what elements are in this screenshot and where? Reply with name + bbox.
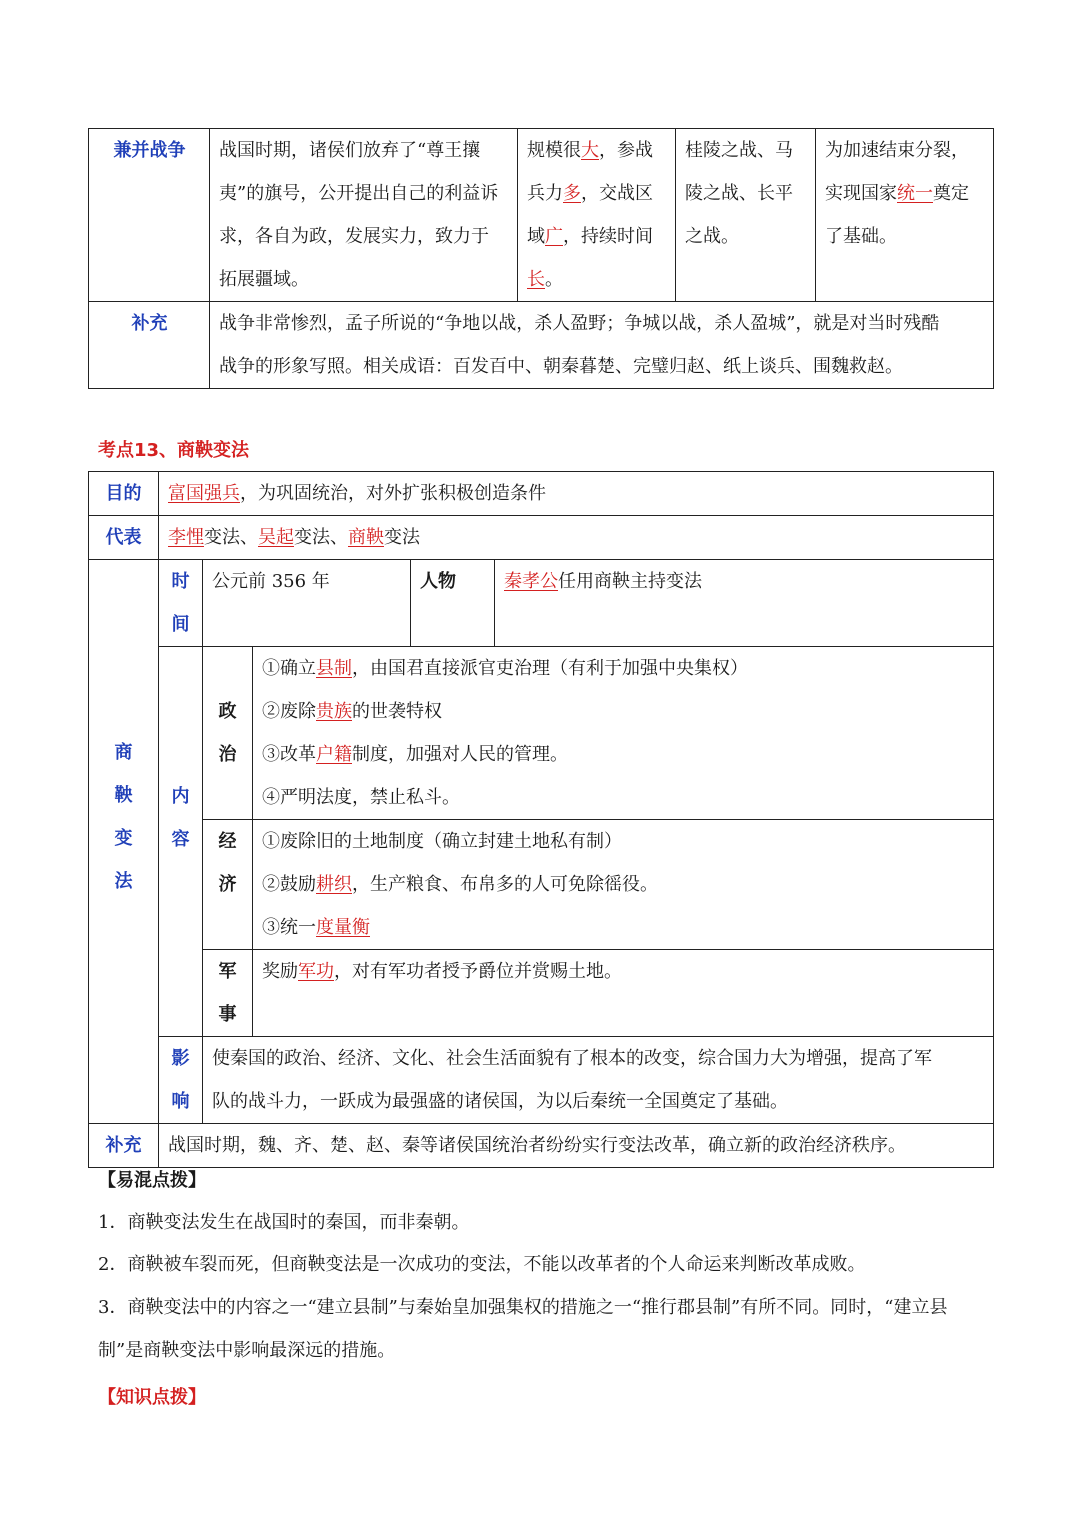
text: 。	[545, 269, 563, 290]
key-term: 军功	[298, 961, 334, 982]
table-row	[89, 950, 994, 1037]
label-char: 军	[218, 961, 237, 982]
text-line: 了基础。	[825, 226, 897, 247]
war-characteristics-cell	[518, 129, 676, 302]
purpose-cell	[159, 472, 994, 516]
key-term: 户籍	[316, 744, 352, 765]
text: ，参战	[599, 140, 653, 161]
key-term: 多	[563, 183, 581, 204]
key-term: 李悝	[168, 527, 204, 548]
war-impact-cell	[816, 129, 994, 302]
label-char: 政	[218, 701, 237, 722]
war-table	[88, 128, 994, 389]
confusion-tips-title: 【易混点拨】	[98, 1170, 206, 1191]
label-char: 济	[218, 874, 237, 895]
key-term: 大	[581, 140, 599, 161]
impact-cell	[203, 1037, 994, 1124]
key-term: 吴起	[258, 527, 294, 548]
politics-cell	[253, 647, 994, 820]
label-person: 人物	[411, 560, 495, 647]
text: 的世袭特权	[352, 701, 442, 722]
war-battles-cell	[676, 129, 816, 302]
table-row	[89, 129, 994, 302]
text: ，对有军功者授予爵位并赏赐土地。	[334, 961, 622, 982]
table-row	[89, 1124, 994, 1168]
tip-item-3-line-1: 3．商鞅变法中的内容之一“建立县制”与秦始皇加强集权的措施之一“推行郡县制”有所不同。同时，“建立县	[98, 1297, 948, 1318]
label-char: 事	[218, 1004, 237, 1025]
text: 制度，加强对人民的管理。	[352, 744, 568, 765]
text-line: ①废除旧的土地制度（确立封建土地私有制）	[262, 831, 622, 852]
supplement-cell	[210, 302, 994, 389]
label-char: 治	[218, 744, 237, 765]
tip-item-2: 2．商鞅被车裂而死，但商鞅变法是一次成功的变法，不能以改革者的个人命运来判断改革成败。	[98, 1254, 866, 1275]
text: 规模很	[527, 140, 581, 161]
key-term: 广	[545, 226, 563, 247]
economy-cell	[253, 820, 994, 950]
label-char: 内	[171, 786, 190, 807]
text: ②废除	[262, 701, 316, 722]
text: 变法、	[294, 527, 348, 548]
row-label-annexation-war: 兼并战争	[89, 129, 210, 302]
table-row	[89, 560, 994, 647]
text-line: 队的战斗力，一跃成为最强盛的诸侯国，为以后秦统一全国奠定了基础。	[212, 1091, 788, 1112]
text-line: 桂陵之战、马	[685, 140, 793, 161]
military-cell	[253, 950, 994, 1037]
label-char: 间	[171, 614, 190, 635]
text-line: 战争非常惨烈，孟子所说的“争地以战，杀人盈野；争城以战，杀人盈城”，就是对当时残酷	[219, 313, 940, 334]
text-line: 战国时期，诸侯们放弃了“尊王攘	[219, 140, 481, 161]
row-label-supplement: 补充	[89, 302, 210, 389]
text: 变法	[384, 527, 420, 548]
text-line: 战争的形象写照。相关成语：百发百中、朝秦暮楚、完璧归赵、纸上谈兵、围魏救赵。	[219, 356, 903, 377]
person-value-cell	[495, 560, 994, 647]
text: ②鼓励	[262, 874, 316, 895]
text: ①确立	[262, 658, 316, 679]
label-char: 鞅	[114, 785, 133, 806]
text-line: 之战。	[685, 226, 739, 247]
text: 变法、	[204, 527, 258, 548]
text: ，生产粮食、布帛多的人可免除徭役。	[352, 874, 658, 895]
label-impact	[159, 1037, 203, 1124]
row-label-representatives: 代表	[89, 516, 159, 560]
label-char: 法	[114, 871, 133, 892]
reform-table	[88, 471, 994, 1168]
text-line: 拓展疆域。	[219, 269, 309, 290]
label-char: 变	[114, 828, 133, 849]
key-term: 长	[527, 269, 545, 290]
representatives-cell	[159, 516, 994, 560]
table-row	[89, 516, 994, 560]
knowledge-tips-title: 【知识点拨】	[98, 1387, 206, 1408]
label-char: 响	[171, 1091, 190, 1112]
key-term: 秦孝公	[504, 571, 558, 592]
key-term: 县制	[316, 658, 352, 679]
key-term: 商鞅	[348, 527, 384, 548]
key-term: 贵族	[316, 701, 352, 722]
label-char: 影	[171, 1048, 190, 1069]
time-value-cell: 公元前 356 年	[203, 560, 411, 647]
text: ，交战区	[581, 183, 653, 204]
text: ③统一	[262, 917, 316, 938]
label-politics	[203, 647, 253, 820]
text: 奖励	[262, 961, 298, 982]
key-term: 耕织	[316, 874, 352, 895]
table-row	[89, 820, 994, 950]
text-line: 使秦国的政治、经济、文化、社会生活面貌有了根本的改变，综合国力大为增强，提高了军	[212, 1048, 932, 1069]
text: 任用商鞅主持变法	[558, 571, 702, 592]
table-row	[89, 302, 994, 389]
row-label-shang-yang-reform	[89, 560, 159, 1124]
text: ，为巩固统治，对外扩张积极创造条件	[240, 483, 546, 504]
text: 域	[527, 226, 545, 247]
label-char: 时	[171, 571, 190, 592]
section-title: 考点13、商鞅变法	[98, 440, 250, 461]
label-char: 容	[171, 829, 190, 850]
label-content	[159, 647, 203, 1037]
text: 实现国家	[825, 183, 897, 204]
text-line: ④严明法度，禁止私斗。	[262, 787, 460, 808]
supplement-cell: 战国时期，魏、齐、楚、赵、秦等诸侯国统治者纷纷实行变法改革，确立新的政治经济秩序。	[159, 1124, 994, 1168]
text-line: 夷”的旗号，公开提出自己的利益诉	[219, 183, 499, 204]
tip-item-3-line-2: 制”是商鞅变法中影响最深远的措施。	[98, 1340, 396, 1361]
key-term: 统一	[897, 183, 933, 204]
tip-item-1: 1．商鞅变法发生在战国时的秦国，而非秦朝。	[98, 1212, 470, 1233]
row-label-purpose: 目的	[89, 472, 159, 516]
table-row	[89, 647, 994, 820]
text: ，持续时间	[563, 226, 653, 247]
text: 兵力	[527, 183, 563, 204]
table-row	[89, 1037, 994, 1124]
label-economy	[203, 820, 253, 950]
label-time	[159, 560, 203, 647]
text: ，由国君直接派官吏治理（有利于加强中央集权）	[352, 658, 748, 679]
text-line: 为加速结束分裂，	[825, 140, 969, 161]
label-char: 商	[114, 742, 133, 763]
text: ③改革	[262, 744, 316, 765]
label-char: 经	[218, 831, 237, 852]
text: 奠定	[933, 183, 969, 204]
table-row	[89, 472, 994, 516]
key-term: 度量衡	[316, 917, 370, 938]
text-line: 求，各自为政，发展实力，致力于	[219, 226, 489, 247]
key-term: 富国强兵	[168, 483, 240, 504]
war-background-cell	[210, 129, 518, 302]
text-line: 陵之战、长平	[685, 183, 793, 204]
label-military	[203, 950, 253, 1037]
row-label-supplement: 补充	[89, 1124, 159, 1168]
